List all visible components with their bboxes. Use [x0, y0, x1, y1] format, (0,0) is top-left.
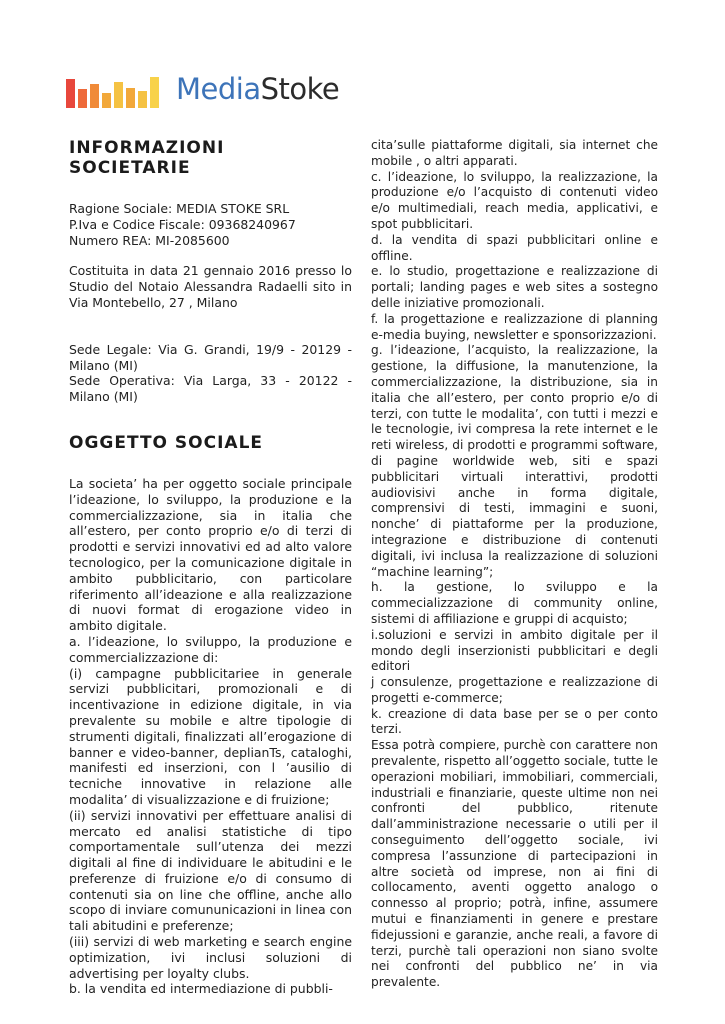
- item-h: h. la gestione, lo sviluppo e la commecializzazione di community online, sistemi di affiliazione e gruppi di acquisto;: [371, 580, 658, 626]
- sub-item-ii: (ii) servizi innovativi per effettuare analisi di mercato ed analisi statistiche di tipo comportamentale sull’utenza dei mezzi digitali al fine di individuare le abitudini e le preferenze di fruizione e/o di consumo di contenuti sia on line che offline, anche allo scopo di inviare comununicazioni in linea con tali abitudini e preferenze;: [69, 807, 352, 934]
- sede-legale: Sede Legale: Via G. Grandi, 19/9 - 20129 - Milano (MI): [69, 341, 352, 373]
- logo-bar: [66, 79, 75, 108]
- sede-operativa: Sede Operativa: Via Larga, 33 - 20122 - Milano (MI): [69, 373, 352, 405]
- right-column: [371, 138, 658, 991]
- oggetto-intro: La societa’ ha per oggetto sociale principale l’ideazione, lo sviluppo, la produzione e la commercializzazione, sia in italia che all’estero, per conto proprio e/o di terzi di prodotti e servizi innovativi ed ad alto valore tecnologico, per la comunicazione digitale in ambito pubblicitario, con particolare riferimento all’ideazione e alla realizzazione di nuovi format di erogazione video in ambito digitale.: [69, 475, 352, 634]
- logo-bar: [90, 84, 99, 108]
- left-column: [69, 138, 352, 997]
- logo-bar: [150, 77, 159, 108]
- numero-rea: Numero REA: MI-2085600: [69, 232, 230, 248]
- item-b: b. la vendita ed intermediazione di pubbli-: [69, 981, 333, 997]
- item-a: a. l’ideazione, lo sviluppo, la produzione e commercializzazione di:: [69, 633, 352, 665]
- item-g: g. l’ideazione, l’acquisto, la realizzazione, la gestione, la diffusione, la manutenzione, la commercializzazione, la distribuzione, sia in italia che all’estero, per conto proprio e/o di terzi, con tutte le modalita’, con tutti i mezzi e le tecnologie, ivi compresa la rete internet e le reti wireless, di prodotti e programmi software, di pagine worldwide web, siti e spazi pubblicitari virtuali interattivi, prodotti audiovisivi anche in forma digitale, comprensivi di testi, immagini e suoni, nonche’ di piattaforme per la produzione, integrazione e distribuzione di contenuti digitali, ivi inclusa la realizzazione di soluzioni “machine learning”;: [371, 343, 658, 579]
- item-e: e. lo studio, progettazione e realizzazione di portali; landing pages e web sites a sostegno delle iniziative promozionali.: [371, 264, 658, 310]
- partita-iva: P.Iva e Codice Fiscale: 09368240967: [69, 216, 296, 232]
- closing-paragraph: Essa potrà compiere, purchè con carattere non prevalente, rispetto all’oggetto sociale, tutte le operazioni mobiliari, immobiliari, commerciali, industriali e finanziarie, queste ultime non nei confronti del pubblico, ritenute dall’amministrazione necessarie o utili per il conseguimento dell’oggetto sociale, ivi compresa l’assunzione di partecipazioni in altre società od imprese, non ai fini di collocamento, aventi oggetto analogo o connesso al proprio; potrà, infine, assumere mutui e finanziamenti in genere e prestare fidejussioni e garanzie, anche reali, a favore di terzi, purchè tali operazioni non siano svolte nei confronti del pubblico ne’ in via prevalente.: [371, 738, 658, 990]
- logo-bar: [114, 82, 123, 108]
- item-d: d. la vendita di spazi pubblicitari online e offline.: [371, 232, 658, 263]
- item-j: j consulenze, progettazione e realizzazione di progetti e-commerce;: [371, 675, 658, 705]
- logo-word-stoke: Stoke: [260, 72, 340, 106]
- heading-informazioni-societarie: INFORMAZIONI SOCIETARIE: [69, 138, 225, 178]
- logo-word-media: Media: [176, 72, 261, 106]
- item-c: c. l’ideazione, lo sviluppo, la realizzazione, la produzione e/o l’acquisto di contenuti video e/o multimediali, reach media, applicativi, e spot pubblicitari.: [371, 169, 658, 231]
- sub-item-i: (i) campagne pubblicitariee in generale servizi pubblicitari, promozionali e di incentivazione in edizione digitale, in via prevalente su mobile e altre tipologie di strumenti digitali, finalizzati all’erogazione di banner e video-banner, deplianTs, cataloghi, manifesti ed inserzioni, con l ’ausilio di tecniche innovative in relazione alle modalita’ di visualizzazione e di fruizione;: [69, 665, 352, 807]
- item-i: i.soluzioni e servizi in ambito digitale per il mondo degli inserzionisti pubblicitari e degli editori: [371, 627, 658, 674]
- item-f: f. la progettazione e realizzazione di planning e-media buying, newsletter e sponsorizzazioni.: [371, 311, 658, 342]
- logo-wordmark: [176, 72, 339, 106]
- logo-bar: [78, 89, 87, 108]
- item-b-continued: cita’sulle piattaforme digitali, sia internet che mobile , o altri apparati.: [371, 138, 658, 168]
- media-stoke-logo: [66, 68, 366, 108]
- heading-oggetto-sociale: OGGETTO SOCIALE: [69, 432, 264, 453]
- costituzione-info: Costituita in data 21 gennaio 2016 presso lo Studio del Notaio Alessandra Radaelli sito in Via Montebello, 27 , Milano: [69, 263, 352, 310]
- ragione-sociale: Ragione Sociale: MEDIA STOKE SRL: [69, 201, 290, 216]
- sub-item-iii: (iii) servizi di web marketing e search engine optimization, ivi inclusi soluzioni di advertising per loyalty clubs.: [69, 934, 352, 981]
- logo-bar: [138, 91, 147, 108]
- logo-bar: [102, 93, 111, 108]
- item-k: k. creazione di data base per se o per conto terzi.: [371, 706, 658, 737]
- logo-bar: [126, 88, 135, 108]
